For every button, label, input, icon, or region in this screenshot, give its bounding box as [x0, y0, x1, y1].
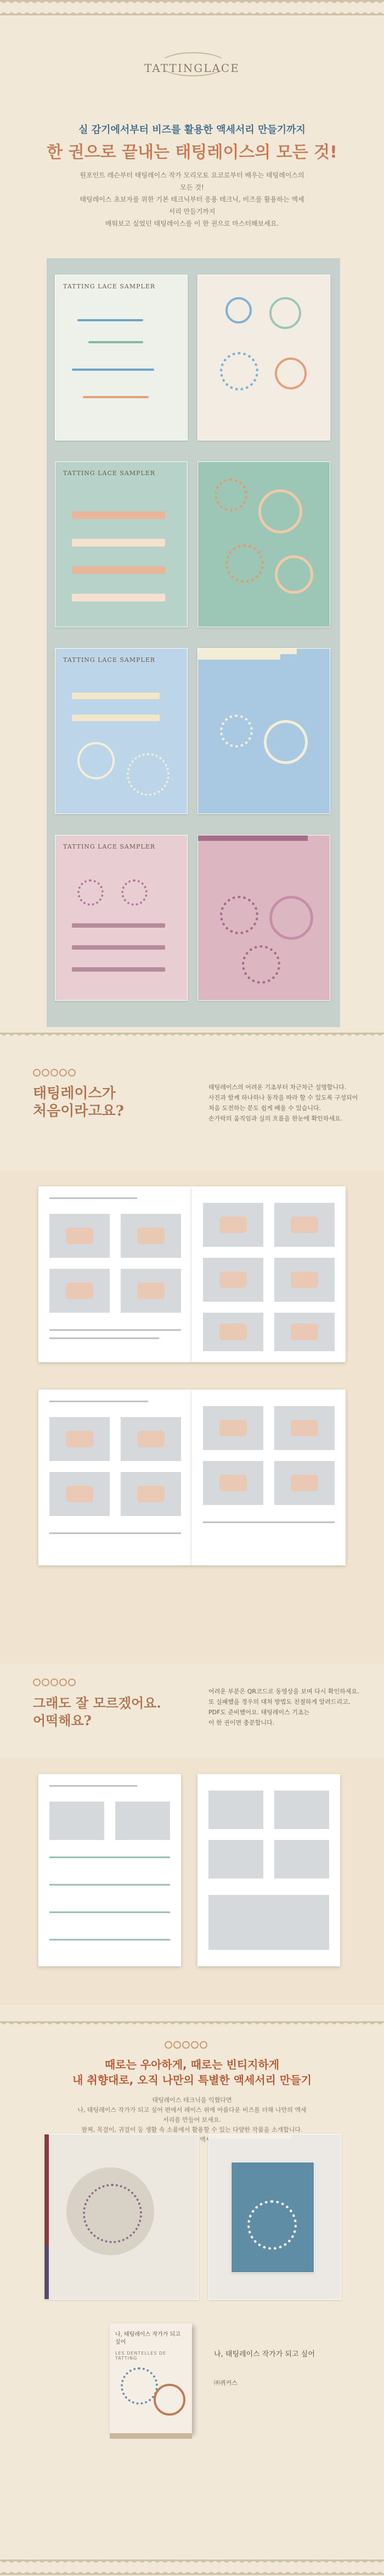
body-line: 태팅레이스의 어려운 기초부터 차근차근 설명합니다.: [208, 1084, 347, 1091]
diagram-line: [49, 1911, 170, 1913]
accessory-title: [0, 2057, 384, 2088]
deco-dots: [165, 2040, 208, 2049]
lace-sample: [72, 967, 165, 972]
lace-border-bottom: [0, 2560, 384, 2567]
gallery-photo-2: [197, 461, 330, 627]
lace-motif: [269, 297, 301, 329]
instruction-sheet: [192, 1390, 346, 1565]
gallery-page-3: [55, 648, 188, 814]
lace-band: [198, 649, 297, 654]
book-cover: [110, 2323, 192, 2433]
lace-motif: [247, 2200, 297, 2250]
lace-sample: [88, 341, 143, 343]
lace-divider: [0, 2021, 384, 2029]
hero-headline: 한 권으로 끝내는 태팅레이스의 모든 것!: [47, 143, 337, 162]
step-photo: [49, 1802, 104, 1840]
lace-sample: [72, 715, 160, 721]
step-photo: [274, 1258, 335, 1302]
body-line: 어려운 부분은 QR코드로 동영상을 보며 다시 확인하세요.: [208, 1688, 359, 1695]
lace-motif: [242, 945, 280, 984]
step-photo: [121, 1214, 181, 1258]
lace-sample: [72, 511, 165, 519]
step-photo: [274, 1791, 329, 1829]
step-photo: [208, 1791, 263, 1829]
publisher: ㈜퀴커스: [214, 2379, 238, 2387]
lace-motif: [269, 896, 313, 940]
step-photo: [203, 1258, 263, 1302]
lace-motif: [154, 2384, 185, 2416]
lace-motif: [214, 478, 247, 511]
title-line: 내 취향대로, 오직 나만의 특별한 액세서리 만들기: [72, 2073, 312, 2087]
sheet-heading: [49, 1197, 137, 1199]
body-line: 손가락의 움직임과 실의 흐름을 한눈에 확인하세요.: [208, 1115, 343, 1122]
book-cover-en: LES DENTELLES DE TATTING: [115, 2351, 167, 2361]
step-photo: [208, 1840, 263, 1878]
body-line: 태팅레이스 테크닉을 익혔다면: [152, 2097, 232, 2104]
lace-divider: [0, 1033, 384, 1040]
body-line: 사진과 함께 하나하나 동작을 따라 할 수 있도록 구성되어: [208, 1094, 358, 1101]
title-line: 때로는 우아하게, 때로는 빈티지하게: [104, 2058, 280, 2071]
confused-body: [208, 1686, 362, 1728]
deco-dots: [33, 1678, 77, 1687]
accessory-photo: [44, 2134, 199, 2300]
lace-sample: [77, 319, 143, 321]
gallery-page-1: [55, 275, 188, 441]
intro-line: 배워보고 싶었던 태팅레이스를 이 한 권으로 마스터해보세요.: [105, 220, 279, 227]
bracelet: [83, 2184, 142, 2243]
step-photo: [121, 1472, 181, 1516]
book-shadow: [110, 2433, 192, 2439]
gallery-photo-3: [197, 648, 330, 814]
lace-motif: [264, 720, 308, 764]
step-text: [49, 1329, 181, 1331]
lace-sample: [72, 539, 165, 547]
gallery-page-2: [55, 461, 188, 627]
step-photo: [115, 1802, 170, 1840]
page-label: TATTING LACE SAMPLER: [63, 470, 156, 477]
instruction-sheet: [38, 1774, 181, 1966]
body-line: 나, 태팅레이스 작가가 되고 싶어 편에서 레이스 위에 아름다운 비즈를 더해 나만의 액세서리를 만들어 보세요.: [77, 2106, 307, 2123]
body-line: 처음 도전하는 분도 쉽게 배울 수 있습니다.: [208, 1105, 321, 1112]
sheet-heading: [49, 1401, 148, 1402]
lace-sample: [72, 945, 165, 950]
title-line: 그래도 잘 모르겠어요.: [33, 1695, 161, 1711]
gallery-page-4: [55, 835, 188, 1001]
body-line: 이 한 권이면 충분합니다.: [208, 1719, 275, 1726]
hero-intro: [77, 169, 307, 230]
title-line: 태팅레이스가: [33, 1085, 116, 1102]
page-label: TATTING LACE SAMPLER: [63, 843, 156, 850]
necklace-strand: [44, 2244, 49, 2300]
deco-dots: [33, 1068, 77, 1077]
lace-motif: [121, 2367, 158, 2405]
title-line: 처음이라고요?: [33, 1103, 124, 1119]
step-photo: [208, 1895, 329, 1950]
lace-motif: [121, 879, 148, 906]
lace-motif: [77, 879, 104, 906]
lace-sample: [72, 369, 154, 371]
lace-sample: [72, 693, 160, 699]
lace-motif: [275, 358, 307, 389]
step-photo: [203, 1203, 263, 1247]
lace-border-top-2: [0, 8, 384, 15]
diagram-line: [49, 1939, 170, 1941]
sheet-heading: [49, 1785, 137, 1787]
lace-motif: [220, 896, 258, 934]
lace-border-top: [0, 0, 384, 8]
lace-motif: [220, 715, 253, 748]
lace-sample: [83, 396, 149, 398]
lace-sample: [72, 594, 165, 601]
lace-motif: [258, 489, 302, 533]
lace-motif: [77, 742, 115, 779]
instruction-sheet: [38, 1186, 192, 1362]
step-text: [49, 1532, 181, 1534]
body-line: 또 실패했을 경우의 대처 방법도 친절하게 알려드리고,: [208, 1698, 351, 1705]
step-photo: [49, 1472, 110, 1516]
step-photo: [274, 1406, 335, 1450]
step-photo: [274, 1461, 335, 1505]
instruction-sheet: [38, 1390, 192, 1565]
step-photo: [274, 1840, 329, 1878]
step-photo: [203, 1406, 263, 1450]
lace-band: [198, 835, 308, 841]
step-photo: [121, 1269, 181, 1313]
step-photo: [49, 1269, 110, 1313]
lace-motif: [225, 544, 264, 583]
lace-motif: [220, 352, 258, 391]
hero-tagline: 실 감기에서부터 비즈를 활용한 액세서리 만들기까지: [78, 124, 306, 136]
lace-band: [209, 2134, 291, 2139]
gallery-photo-4: [197, 835, 330, 1001]
page-label: TATTING LACE SAMPLER: [63, 656, 156, 663]
first-time-body: [208, 1082, 362, 1124]
accessory-photo: [208, 2134, 341, 2300]
diagram-line: [49, 1856, 170, 1858]
gallery-photo-1: [197, 275, 330, 441]
step-photo: [274, 1203, 335, 1247]
step-photo: [203, 1313, 263, 1351]
instruction-sheet: [192, 1186, 346, 1362]
lace-motif: [225, 297, 252, 324]
step-photo: [121, 1417, 181, 1461]
page-label: TATTING LACE SAMPLER: [63, 283, 156, 290]
step-photo: [49, 1417, 110, 1461]
lace-sample: [72, 923, 165, 928]
first-time-title: [33, 1085, 124, 1120]
lace-border-bottom-2: [0, 2567, 384, 2575]
step-photo: [274, 1313, 335, 1351]
intro-line: 원포인트 레슨부터 태팅레이스 작가 모리모토 요코로부터 배우는 태팅레이스의 모든 것!: [80, 171, 304, 191]
step-photo: [203, 1461, 263, 1505]
brand-logo: TATTINGLACE: [144, 62, 240, 75]
step-text: [203, 1521, 335, 1523]
book-cover-title: 나, 태팅레이스 작가가 되고 싶어: [115, 2332, 180, 2345]
lace-band: [198, 654, 280, 660]
confused-title: [33, 1694, 161, 1730]
body-line: PDF도 준비했어요. 태팅레이스 기초는: [208, 1709, 310, 1716]
lace-motif: [127, 753, 170, 796]
instruction-sheet: [197, 1774, 340, 1966]
step-text: [49, 1337, 159, 1339]
lace-motif: [275, 555, 313, 594]
title-line: 어떡해요?: [33, 1713, 92, 1729]
intro-line: 태팅레이스 초보자를 위한 기본 테크닉부터 응용 테크닉, 비즈를 활용하는 액세서리 만들기까지: [80, 196, 304, 215]
body-line: 팔찌, 목걸이, 귀걸이 등 생활 속 소품에서 활용할 수 있는 다양한 작품을 소개합니다.: [81, 2126, 303, 2133]
necklace-strand: [44, 2134, 49, 2244]
book-caption: 나, 태팅레이스 작가가 되고 싶어: [214, 2350, 315, 2358]
lace-sample: [72, 566, 165, 574]
diagram-line: [49, 1884, 170, 1886]
step-photo: [49, 1214, 110, 1258]
